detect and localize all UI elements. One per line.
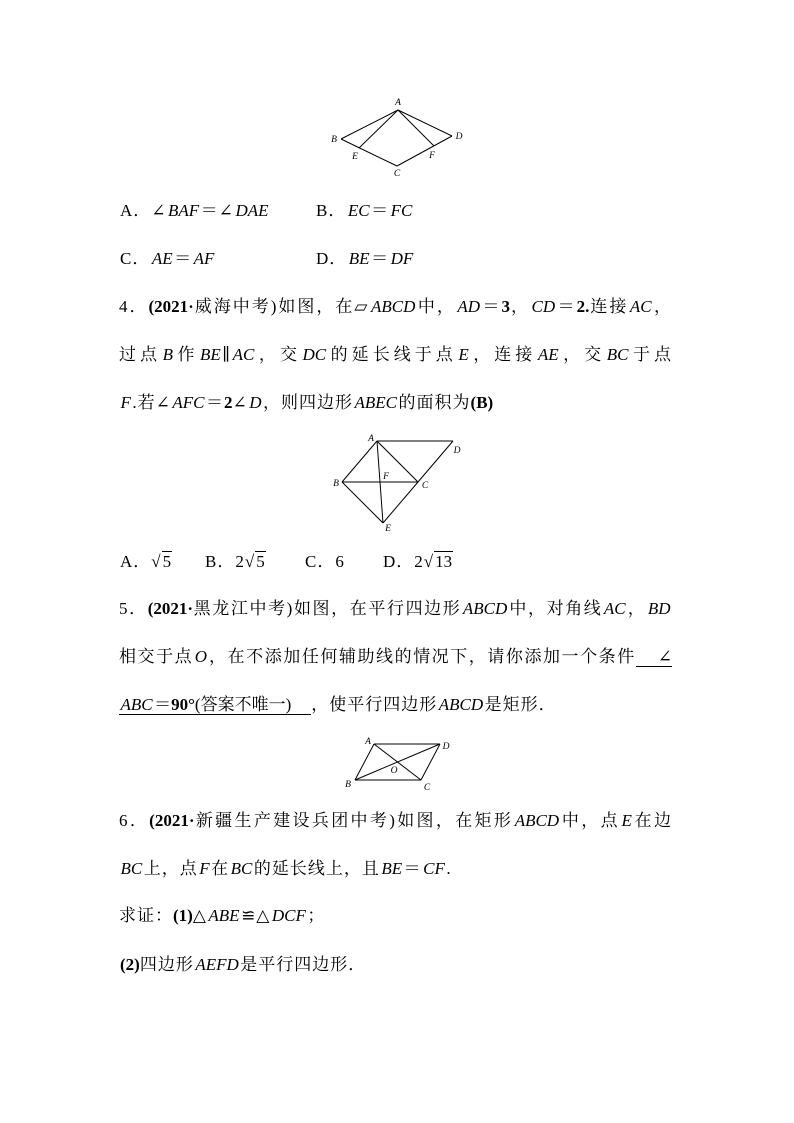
math-variable: O bbox=[194, 647, 207, 666]
question-4-line-3 bbox=[119, 391, 493, 415]
text-run: 连接 bbox=[589, 297, 629, 316]
math-variable: ABE bbox=[208, 906, 240, 925]
segment-da bbox=[398, 110, 452, 136]
text-run: 中，对角线 bbox=[508, 599, 603, 618]
text-run: . bbox=[446, 859, 452, 878]
text-run: ＝ bbox=[174, 249, 193, 268]
point-label-e: E bbox=[385, 524, 391, 534]
text-run: 过点 bbox=[119, 345, 162, 364]
text-run: ，交 bbox=[255, 345, 301, 364]
text-run: 作 bbox=[174, 345, 199, 364]
segment-dc bbox=[418, 441, 453, 482]
point-label-a: A bbox=[395, 98, 401, 108]
text-run: ▱ bbox=[354, 297, 370, 316]
text-run: B． bbox=[205, 552, 236, 571]
math-variable: BC bbox=[606, 345, 629, 364]
math-variable: DF bbox=[390, 249, 414, 268]
text-run: ＝ bbox=[403, 859, 422, 878]
answer-underline: ＝ bbox=[154, 695, 172, 714]
math-variable: ABCD bbox=[438, 695, 484, 714]
segment-af bbox=[398, 110, 434, 146]
text-run: 4． bbox=[119, 297, 149, 316]
point-label-b: B bbox=[333, 479, 339, 489]
text-run: ， bbox=[653, 297, 673, 316]
answer-underline: ∠ bbox=[636, 647, 672, 667]
math-variable: AE bbox=[537, 345, 559, 364]
text-run: ； bbox=[307, 906, 326, 925]
text-run: √ bbox=[244, 552, 256, 571]
question-5-line-1 bbox=[119, 597, 672, 621]
math-variable: ABEC bbox=[354, 393, 398, 412]
text-run: B． bbox=[316, 201, 347, 220]
point-label-d: D bbox=[442, 742, 450, 752]
text-run: ， bbox=[627, 599, 647, 618]
bold-text: 2. bbox=[576, 297, 590, 316]
math-variable: DAE bbox=[235, 201, 269, 220]
question-6-line-2 bbox=[119, 857, 452, 881]
figure-rhombus-abcd bbox=[320, 92, 470, 182]
point-label-c: C bbox=[423, 783, 431, 792]
segment-dc bbox=[421, 744, 440, 780]
text-run: ， bbox=[510, 297, 530, 316]
segment-ba bbox=[355, 744, 374, 780]
bold-text: (2021· bbox=[149, 811, 195, 830]
text-run: √ bbox=[151, 552, 162, 571]
text-run: ∠ bbox=[151, 201, 167, 220]
question-6-proof-part-1 bbox=[119, 904, 325, 928]
question-4-line-1 bbox=[119, 295, 672, 319]
math-variable: ABCD bbox=[514, 811, 560, 830]
math-variable: AD bbox=[457, 297, 481, 316]
question-4-option-d bbox=[383, 550, 453, 574]
segment-ae bbox=[359, 110, 398, 148]
math-variable: D bbox=[249, 393, 262, 412]
math-variable: ABCD bbox=[462, 599, 508, 618]
math-variable: CD bbox=[531, 297, 556, 316]
point-label-a: A bbox=[365, 737, 371, 747]
text-run: 威海中考)如图，在 bbox=[193, 297, 355, 316]
segment-cd bbox=[397, 136, 452, 166]
text-run: 在边 bbox=[633, 811, 672, 830]
segment-ab bbox=[341, 110, 398, 139]
segment-be bbox=[342, 482, 383, 523]
question-4-option-b bbox=[205, 550, 266, 574]
text-run: ∠ bbox=[232, 393, 248, 412]
bold-text: 3 bbox=[501, 297, 510, 316]
point-label-b: B bbox=[331, 135, 337, 145]
text-run: 2 bbox=[235, 552, 245, 571]
bold-text: (2021· bbox=[147, 599, 194, 618]
point-label-c: C bbox=[421, 481, 429, 491]
point-label-c: C bbox=[393, 169, 401, 179]
segment-ce bbox=[383, 482, 418, 523]
math-variable: DCF bbox=[271, 906, 306, 925]
math-variable: CF bbox=[423, 859, 445, 878]
text-run: 2 bbox=[414, 552, 424, 571]
option-c bbox=[120, 247, 216, 271]
math-variable: AE bbox=[151, 249, 173, 268]
text-run: 四边形 bbox=[139, 955, 194, 974]
text-run: C． bbox=[120, 249, 151, 268]
question-5-line-3 bbox=[119, 693, 557, 717]
point-label-f: F bbox=[383, 472, 389, 482]
math-variable: B bbox=[162, 345, 173, 364]
math-variable: EC bbox=[347, 201, 370, 220]
question-6-proof-part-2 bbox=[120, 953, 366, 977]
text-run: ，在不添加任何辅助线的情况下，请你添加一个条件 bbox=[208, 647, 636, 666]
question-4-option-c bbox=[305, 550, 345, 574]
math-variable: BAF bbox=[168, 201, 200, 220]
math-variable: ABCD bbox=[370, 297, 416, 316]
math-variable: AC bbox=[232, 345, 255, 364]
math-variable: AEFD bbox=[195, 955, 239, 974]
text-run: 求证： bbox=[119, 906, 173, 925]
math-variable: BC bbox=[120, 859, 143, 878]
text-run: 在 bbox=[211, 859, 230, 878]
question-5-line-2 bbox=[119, 645, 672, 669]
answer-underline: ABC bbox=[120, 695, 153, 714]
text-run: 的面积为 bbox=[398, 393, 471, 412]
radicand: 5 bbox=[162, 552, 172, 571]
math-variable: F bbox=[199, 859, 210, 878]
text-run: 的延长线上，且 bbox=[253, 859, 380, 878]
question-6-line-1 bbox=[119, 809, 672, 833]
text-run: .若∠ bbox=[132, 393, 171, 412]
text-run: ，使平行四边形 bbox=[311, 695, 438, 714]
text-run: ＝∠ bbox=[200, 201, 234, 220]
text-run: 6． bbox=[119, 811, 150, 830]
diagonal-bd bbox=[355, 744, 440, 780]
math-variable: E bbox=[458, 345, 469, 364]
figure-parallelogram-abcd-e bbox=[330, 428, 465, 536]
bold-text: (B) bbox=[470, 393, 494, 412]
segment-bc bbox=[341, 139, 397, 166]
text-run: ，交 bbox=[560, 345, 606, 364]
radicand: 5 bbox=[256, 552, 265, 571]
math-variable: BD bbox=[647, 599, 671, 618]
text-run: 于点 bbox=[629, 345, 673, 364]
bold-text: 2 bbox=[224, 393, 233, 412]
question-4-option-a bbox=[120, 550, 172, 574]
text-run: 黑龙江中考)如图，在平行四边形 bbox=[193, 599, 462, 618]
question-4-line-2 bbox=[119, 343, 672, 367]
text-run: D． bbox=[383, 552, 415, 571]
bold-text: (1) bbox=[173, 906, 193, 925]
segment-ab bbox=[342, 441, 377, 482]
text-run: 上，点 bbox=[143, 859, 198, 878]
math-variable: BE bbox=[348, 249, 370, 268]
text-run: D． bbox=[316, 249, 348, 268]
math-variable: FC bbox=[390, 201, 413, 220]
point-label-d: D bbox=[455, 132, 463, 142]
math-variable: DC bbox=[302, 345, 327, 364]
point-label-a: A bbox=[368, 434, 374, 444]
text-run: ＝ bbox=[206, 393, 224, 412]
text-run: 中，点 bbox=[560, 811, 620, 830]
text-run: 相交于点 bbox=[119, 647, 194, 666]
text-run: 新疆生产建设兵团中考)如图，在矩形 bbox=[194, 811, 514, 830]
math-variable: BE bbox=[200, 345, 221, 364]
figure-parallelogram-abcd-o bbox=[340, 732, 455, 792]
math-variable: BE bbox=[381, 859, 403, 878]
text-run: △ bbox=[192, 906, 207, 925]
text-run: 5． bbox=[119, 599, 148, 618]
point-label-o: O bbox=[390, 766, 398, 776]
text-run: 的延长线于点 bbox=[327, 345, 457, 364]
text-run: √ bbox=[423, 552, 435, 571]
text-run: 是平行四边形． bbox=[240, 955, 367, 974]
text-run: ，连接 bbox=[470, 345, 537, 364]
text-run: ＝ bbox=[481, 297, 502, 316]
text-run: ，则四边形 bbox=[263, 393, 354, 412]
text-run: ∥ bbox=[222, 345, 232, 364]
option-a bbox=[120, 199, 270, 223]
point-label-b: B bbox=[345, 780, 351, 790]
math-variable: AFC bbox=[172, 393, 205, 412]
text-run: ≌△ bbox=[241, 906, 271, 925]
radicand: 13 bbox=[435, 552, 453, 571]
text-run: C． bbox=[305, 552, 336, 571]
math-variable: AC bbox=[603, 599, 626, 618]
option-b bbox=[316, 199, 414, 223]
answer-underline: (答案不唯一) bbox=[195, 695, 311, 715]
math-variable: E bbox=[621, 811, 632, 830]
math-variable: BC bbox=[230, 859, 253, 878]
option-d bbox=[316, 247, 415, 271]
math-variable: F bbox=[120, 393, 131, 412]
text-run: 中， bbox=[416, 297, 456, 316]
bold-text: (2021· bbox=[148, 297, 194, 316]
answer-underline: 90° bbox=[171, 695, 195, 714]
text-run: 是矩形． bbox=[484, 695, 557, 714]
point-label-f: F bbox=[429, 151, 435, 161]
math-variable: AF bbox=[193, 249, 215, 268]
text-run: ＝ bbox=[371, 249, 390, 268]
math-variable: AC bbox=[629, 297, 652, 316]
text-run: A． bbox=[120, 201, 152, 220]
point-label-d: D bbox=[453, 446, 461, 456]
text-run: 6 bbox=[335, 552, 345, 571]
text-run: ＝ bbox=[556, 297, 577, 316]
text-run: ＝ bbox=[371, 201, 390, 220]
text-run: A． bbox=[120, 552, 152, 571]
bold-text: (2) bbox=[120, 955, 140, 974]
point-label-e: E bbox=[352, 152, 358, 162]
